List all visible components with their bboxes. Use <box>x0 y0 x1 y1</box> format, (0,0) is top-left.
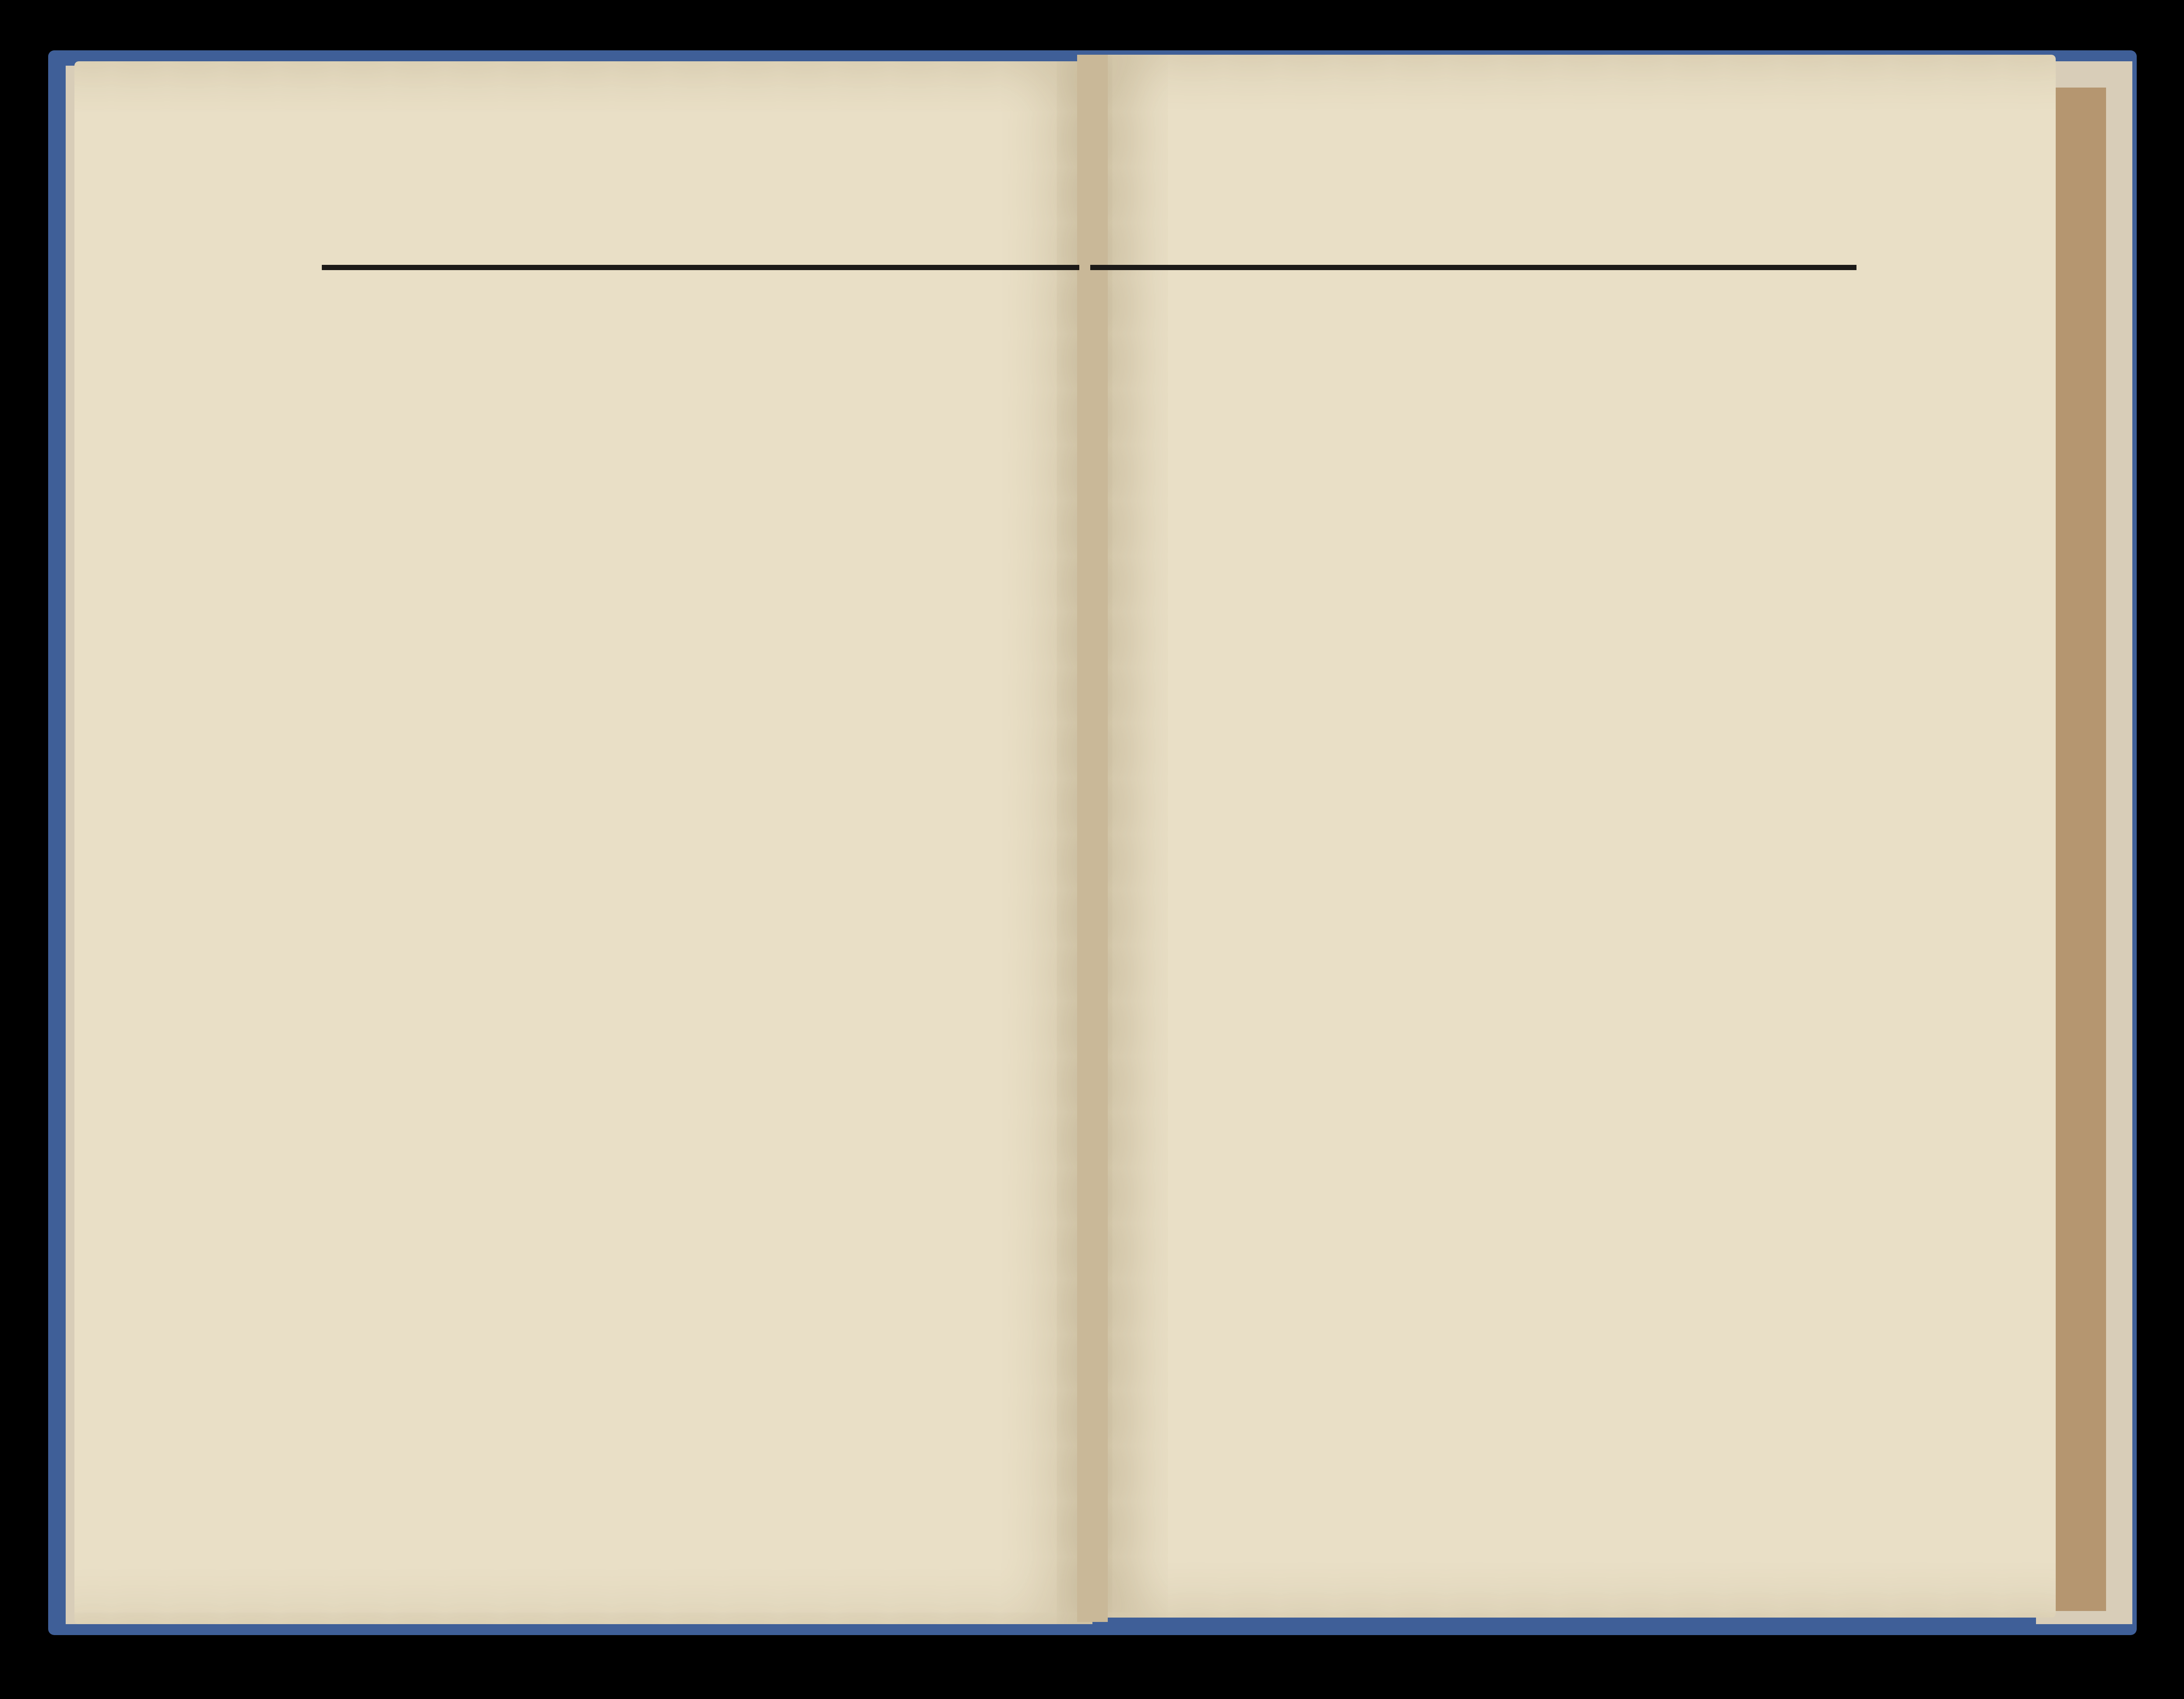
top-rule-left <box>322 265 1079 270</box>
right-page <box>1092 55 2056 1618</box>
top-rule-right <box>1090 265 1856 270</box>
page-edges-right-inner <box>2054 88 2106 1611</box>
section-title <box>385 530 622 557</box>
book-gutter <box>1077 55 1108 1622</box>
header-households <box>631 291 653 497</box>
left-page <box>74 61 1092 1624</box>
